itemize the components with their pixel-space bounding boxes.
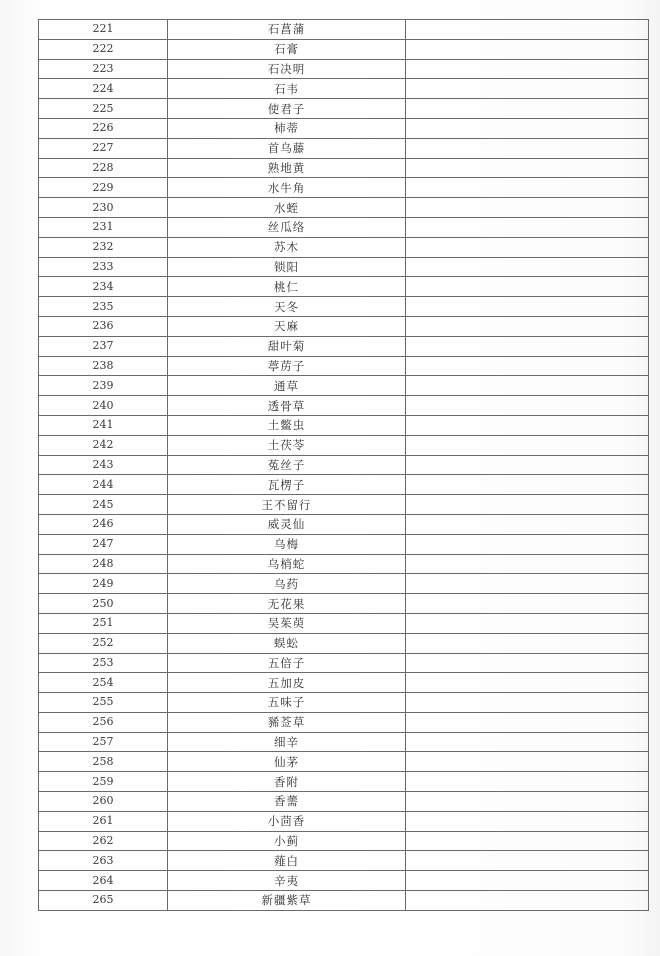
table-row <box>39 99 649 119</box>
row-number-cell: 254 <box>39 673 168 693</box>
blank-cell <box>406 752 649 772</box>
herb-name-cell: 水牛角 <box>168 178 406 198</box>
herb-name-cell: 瓦楞子 <box>168 475 406 495</box>
row-number-cell: 231 <box>39 217 168 237</box>
table-row <box>39 39 649 59</box>
herb-name-cell: 小茴香 <box>168 811 406 831</box>
row-number-cell: 226 <box>39 118 168 138</box>
table-row <box>39 356 649 376</box>
table-row <box>39 217 649 237</box>
herb-name-cell: 石膏 <box>168 39 406 59</box>
blank-cell <box>406 178 649 198</box>
row-number-cell: 223 <box>39 59 168 79</box>
herb-name-cell: 使君子 <box>168 99 406 119</box>
herb-name-cell: 蜈蚣 <box>168 633 406 653</box>
herb-name-cell: 锁阳 <box>168 257 406 277</box>
table-row <box>39 277 649 297</box>
row-number-cell: 251 <box>39 613 168 633</box>
blank-cell <box>406 435 649 455</box>
row-number-cell: 245 <box>39 495 168 515</box>
row-number-cell: 241 <box>39 415 168 435</box>
table-row <box>39 138 649 158</box>
row-number-cell: 229 <box>39 178 168 198</box>
row-number-cell: 249 <box>39 574 168 594</box>
herb-name-cell: 石韦 <box>168 79 406 99</box>
herb-name-cell: 香薷 <box>168 792 406 812</box>
table-row <box>39 673 649 693</box>
table-row <box>39 554 649 574</box>
herb-name-cell: 甜叶菊 <box>168 336 406 356</box>
table-row <box>39 633 649 653</box>
row-number-cell: 260 <box>39 792 168 812</box>
herb-name-cell: 桃仁 <box>168 277 406 297</box>
blank-cell <box>406 613 649 633</box>
herb-name-cell: 丝瓜络 <box>168 217 406 237</box>
herb-name-cell: 乌梅 <box>168 534 406 554</box>
table-row <box>39 653 649 673</box>
blank-cell <box>406 653 649 673</box>
row-number-cell: 237 <box>39 336 168 356</box>
row-number-cell: 257 <box>39 732 168 752</box>
herb-name-cell: 葶苈子 <box>168 356 406 376</box>
blank-cell <box>406 356 649 376</box>
row-number-cell: 222 <box>39 39 168 59</box>
blank-cell <box>406 792 649 812</box>
blank-cell <box>406 99 649 119</box>
herb-name-cell: 无花果 <box>168 594 406 614</box>
blank-cell <box>406 811 649 831</box>
blank-cell <box>406 118 649 138</box>
herb-name-cell: 乌梢蛇 <box>168 554 406 574</box>
herb-name-cell: 威灵仙 <box>168 514 406 534</box>
table-row <box>39 20 649 40</box>
blank-cell <box>406 257 649 277</box>
row-number-cell: 263 <box>39 851 168 871</box>
table-row <box>39 396 649 416</box>
blank-cell <box>406 59 649 79</box>
row-number-cell: 244 <box>39 475 168 495</box>
blank-cell <box>406 554 649 574</box>
herb-name-cell: 细辛 <box>168 732 406 752</box>
herb-name-cell: 天冬 <box>168 297 406 317</box>
table-row <box>39 336 649 356</box>
table-row <box>39 772 649 792</box>
herb-name-cell: 透骨草 <box>168 396 406 416</box>
blank-cell <box>406 138 649 158</box>
row-number-cell: 233 <box>39 257 168 277</box>
blank-cell <box>406 851 649 871</box>
blank-cell <box>406 594 649 614</box>
blank-cell <box>406 871 649 891</box>
table-row <box>39 811 649 831</box>
herb-name-cell: 土茯苓 <box>168 435 406 455</box>
row-number-cell: 261 <box>39 811 168 831</box>
row-number-cell: 246 <box>39 514 168 534</box>
herb-name-cell: 仙茅 <box>168 752 406 772</box>
blank-cell <box>406 891 649 911</box>
row-number-cell: 240 <box>39 396 168 416</box>
table-row <box>39 376 649 396</box>
blank-cell <box>406 198 649 218</box>
table-row <box>39 59 649 79</box>
table-row <box>39 118 649 138</box>
herb-name-cell: 香附 <box>168 772 406 792</box>
row-number-cell: 250 <box>39 594 168 614</box>
blank-cell <box>406 712 649 732</box>
row-number-cell: 228 <box>39 158 168 178</box>
blank-cell <box>406 673 649 693</box>
blank-cell <box>406 693 649 713</box>
table-row <box>39 693 649 713</box>
table-row <box>39 435 649 455</box>
blank-cell <box>406 217 649 237</box>
table-row <box>39 594 649 614</box>
row-number-cell: 238 <box>39 356 168 376</box>
row-number-cell: 252 <box>39 633 168 653</box>
table-row <box>39 455 649 475</box>
row-number-cell: 242 <box>39 435 168 455</box>
blank-cell <box>406 633 649 653</box>
herb-list-table <box>38 19 649 911</box>
row-number-cell: 243 <box>39 455 168 475</box>
blank-cell <box>406 574 649 594</box>
herb-name-cell: 五加皮 <box>168 673 406 693</box>
blank-cell <box>406 79 649 99</box>
table-row <box>39 495 649 515</box>
table-row <box>39 851 649 871</box>
row-number-cell: 227 <box>39 138 168 158</box>
table-row <box>39 534 649 554</box>
blank-cell <box>406 396 649 416</box>
herb-name-cell: 五味子 <box>168 693 406 713</box>
herb-name-cell: 天麻 <box>168 316 406 336</box>
table-row <box>39 415 649 435</box>
herb-name-cell: 首乌藤 <box>168 138 406 158</box>
table-row <box>39 891 649 911</box>
row-number-cell: 265 <box>39 891 168 911</box>
herb-name-cell: 柿蒂 <box>168 118 406 138</box>
herb-name-cell: 五倍子 <box>168 653 406 673</box>
blank-cell <box>406 158 649 178</box>
herb-name-cell: 土鳖虫 <box>168 415 406 435</box>
table-row <box>39 871 649 891</box>
blank-cell <box>406 534 649 554</box>
herb-name-cell: 小蓟 <box>168 831 406 851</box>
table-row <box>39 257 649 277</box>
blank-cell <box>406 495 649 515</box>
table-row <box>39 752 649 772</box>
table-row <box>39 792 649 812</box>
table-row <box>39 574 649 594</box>
table-row <box>39 514 649 534</box>
blank-cell <box>406 237 649 257</box>
blank-cell <box>406 277 649 297</box>
table-row <box>39 475 649 495</box>
blank-cell <box>406 336 649 356</box>
herb-name-cell: 王不留行 <box>168 495 406 515</box>
row-number-cell: 235 <box>39 297 168 317</box>
row-number-cell: 232 <box>39 237 168 257</box>
table-row <box>39 732 649 752</box>
blank-cell <box>406 475 649 495</box>
row-number-cell: 259 <box>39 772 168 792</box>
herb-name-cell: 通草 <box>168 376 406 396</box>
herb-name-cell: 石菖蒲 <box>168 20 406 40</box>
row-number-cell: 236 <box>39 316 168 336</box>
row-number-cell: 239 <box>39 376 168 396</box>
row-number-cell: 264 <box>39 871 168 891</box>
blank-cell <box>406 772 649 792</box>
row-number-cell: 224 <box>39 79 168 99</box>
herb-name-cell: 豨莶草 <box>168 712 406 732</box>
herb-name-cell: 辛夷 <box>168 871 406 891</box>
row-number-cell: 262 <box>39 831 168 851</box>
table-row <box>39 613 649 633</box>
blank-cell <box>406 376 649 396</box>
herb-name-cell: 乌药 <box>168 574 406 594</box>
blank-cell <box>406 20 649 40</box>
blank-cell <box>406 732 649 752</box>
row-number-cell: 247 <box>39 534 168 554</box>
table-row <box>39 198 649 218</box>
row-number-cell: 258 <box>39 752 168 772</box>
row-number-cell: 234 <box>39 277 168 297</box>
row-number-cell: 230 <box>39 198 168 218</box>
herb-name-cell: 苏木 <box>168 237 406 257</box>
table-row <box>39 316 649 336</box>
table-row <box>39 712 649 732</box>
herb-name-cell: 水蛭 <box>168 198 406 218</box>
table-row <box>39 178 649 198</box>
herb-name-cell: 菟丝子 <box>168 455 406 475</box>
row-number-cell: 253 <box>39 653 168 673</box>
table-row <box>39 158 649 178</box>
herb-name-cell: 薤白 <box>168 851 406 871</box>
herb-list-body <box>39 20 649 911</box>
table-row <box>39 237 649 257</box>
row-number-cell: 225 <box>39 99 168 119</box>
row-number-cell: 256 <box>39 712 168 732</box>
blank-cell <box>406 316 649 336</box>
herb-name-cell: 石决明 <box>168 59 406 79</box>
herb-name-cell: 新疆紫草 <box>168 891 406 911</box>
blank-cell <box>406 39 649 59</box>
table-row <box>39 297 649 317</box>
table-row <box>39 831 649 851</box>
herb-name-cell: 吴茱萸 <box>168 613 406 633</box>
row-number-cell: 221 <box>39 20 168 40</box>
blank-cell <box>406 455 649 475</box>
blank-cell <box>406 415 649 435</box>
row-number-cell: 248 <box>39 554 168 574</box>
blank-cell <box>406 831 649 851</box>
blank-cell <box>406 514 649 534</box>
row-number-cell: 255 <box>39 693 168 713</box>
blank-cell <box>406 297 649 317</box>
table-row <box>39 79 649 99</box>
herb-name-cell: 熟地黄 <box>168 158 406 178</box>
